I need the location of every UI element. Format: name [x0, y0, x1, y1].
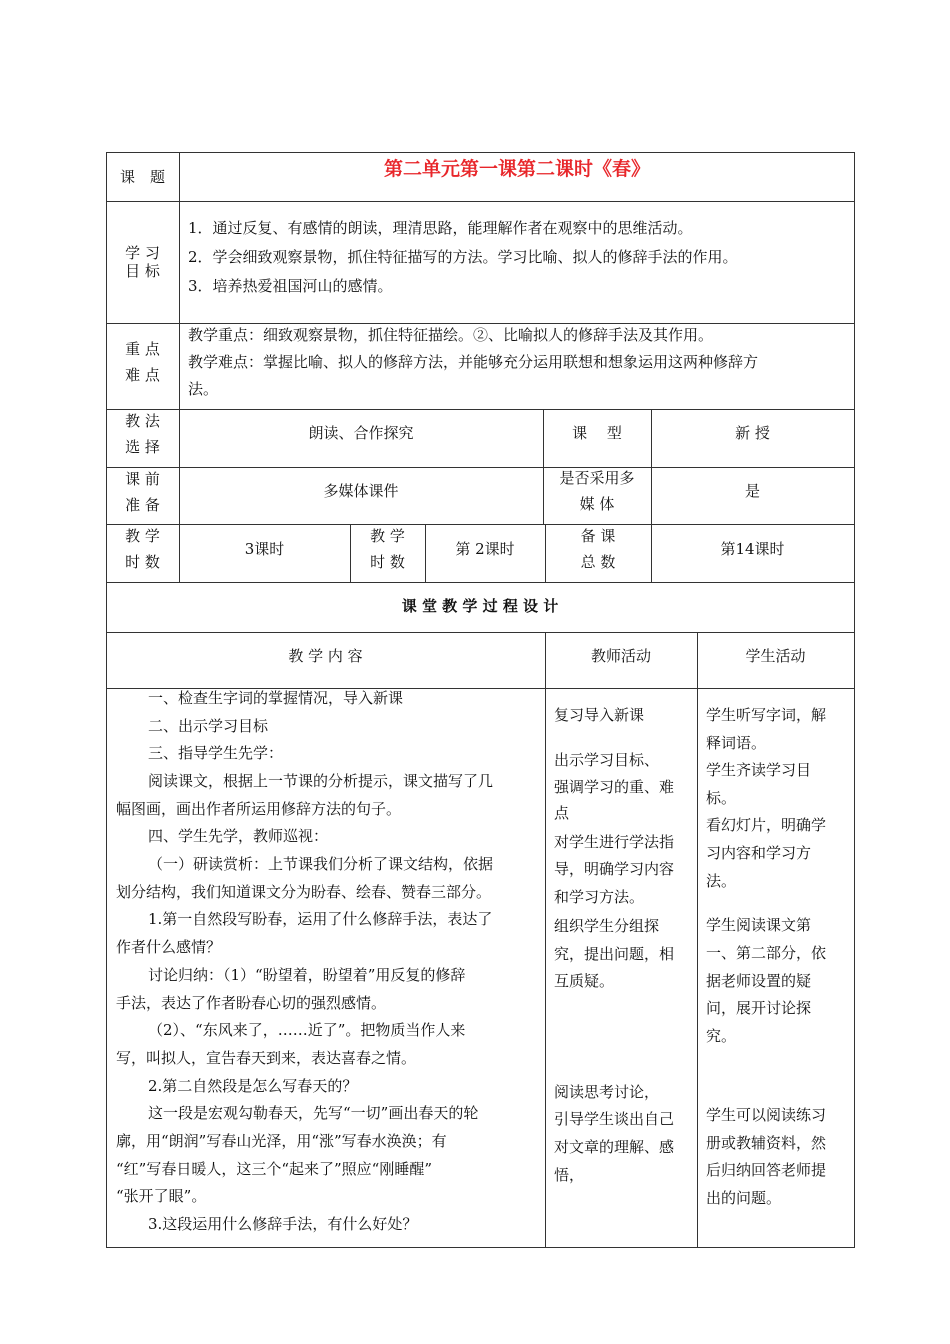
student-line: 据老师设置的疑 [706, 972, 812, 990]
content-line: “张开了眼”。 [116, 1187, 207, 1205]
content-line: 写，叫拟人，宣告春天到来，表达喜春之情。 [116, 1049, 417, 1067]
key-point-text: 教学重点：细致观察景物，抓住特征描绘。②、比喻拟人的修辞手法及其作用。 [188, 326, 714, 344]
content-line: 手法，表达了作者盼春心切的强烈感情。 [116, 994, 387, 1012]
teacher-line: 点 [554, 804, 570, 822]
content-line: 幅图画，画出作者所运用修辞方法的句子。 [116, 800, 402, 818]
goals-label-2: 目 标 [125, 262, 160, 280]
student-line: 看幻灯片，明确学 [706, 816, 827, 834]
lesson-title: 第二单元第一课第二课时《春》 [383, 158, 650, 180]
goal-item-2: 2．学会细致观察景物，抓住特征描写的方法。学习比喻、拟人的修辞手法的作用。 [188, 248, 738, 266]
content-line: 3.这段运用什么修辞手法，有什么好处？ [148, 1215, 418, 1233]
student-line: 习内容和学习方 [706, 844, 812, 862]
prep-label-1: 课 前 [125, 470, 160, 488]
total-label-1: 备 课 [580, 527, 616, 545]
key-label-1: 重 点 [125, 340, 160, 358]
col-student-header: 学生活动 [745, 647, 806, 665]
content-line: 廓，用“朗润”写春山光泽，用“涨”写春水涣涣；有 [116, 1132, 447, 1150]
content-line: 三、指导学生先学： [148, 744, 284, 762]
content-line: 1.第一自然段写盼春，运用了什么修辞手法，表达了 [148, 910, 493, 928]
content-line: 作者什么感情？ [116, 938, 222, 956]
method-label-2: 选 择 [125, 438, 160, 456]
col-content-header: 教 学 内 容 [288, 647, 363, 665]
col-teacher-header: 教师活动 [590, 647, 651, 665]
content-line: 阅读课文，根据上一节课的分析提示，课文描写了几 [148, 772, 494, 790]
goal-item-1: 1．通过反复、有感情的朗读，理清思路，能理解作者在观察中的思维活动。 [188, 219, 693, 237]
student-line: 册或教辅资料，然 [706, 1134, 827, 1152]
difficulty-text-2: 法。 [188, 380, 219, 398]
content-line: （一）研读赏析：上节课我们分析了课文结构，依据 [148, 855, 494, 873]
teacher-line: 究，提出问题，相 [554, 945, 675, 963]
student-line: 出的问题。 [706, 1189, 782, 1207]
teacher-line: 强调学习的重、难 [554, 778, 675, 796]
media-label-2: 媒 体 [579, 495, 615, 513]
key-label-2: 难 点 [125, 366, 160, 384]
content-line: 这一段是宏观勾勒春天，先写“一切”画出春天的轮 [148, 1104, 479, 1122]
teacher-line: 和学习方法。 [554, 888, 645, 906]
teacher-line: 互质疑。 [554, 972, 615, 990]
student-line: 学生听写字词，解 [706, 706, 827, 724]
student-line: 学生可以阅读练习 [706, 1106, 827, 1124]
total-value: 第14课时 [720, 540, 785, 558]
hours2-label-2: 时 数 [370, 553, 405, 571]
teacher-line: 对学生进行学法指 [554, 833, 675, 851]
student-line: 释词语。 [706, 734, 767, 752]
hours2-value: 第 2课时 [455, 540, 515, 558]
teacher-line: 组织学生分组探 [554, 917, 660, 935]
total-label-2: 总 数 [580, 553, 616, 571]
process-heading: 课 堂 教 学 过 程 设 计 [401, 597, 559, 615]
topic-label: 课 题 [119, 168, 165, 186]
student-line: 学生齐读学习目 [706, 761, 812, 779]
content-line: “红”写春日暖人，这三个“起来了”照应“刚睡醒” [116, 1160, 433, 1178]
goals-label-1: 学 习 [125, 244, 160, 262]
teacher-line: 出示学习目标、 [554, 751, 660, 769]
teacher-line: 悟， [554, 1166, 585, 1184]
student-line: 学生阅读课文第 [706, 916, 812, 934]
teacher-line: 对文章的理解、感 [554, 1138, 675, 1156]
content-line: 划分结构，我们知道课文分为盼春、绘春、赞春三部分。 [116, 883, 492, 901]
student-line: 法。 [706, 872, 737, 890]
content-line: 讨论归纳：（1）“盼望着，盼望着”用反复的修辞 [148, 966, 466, 984]
student-line: 究。 [706, 1027, 737, 1045]
teacher-line: 引导学生谈出自己 [554, 1110, 675, 1128]
content-line: 一、检查生字词的掌握情况，导入新课 [148, 689, 404, 707]
prep-value: 多媒体课件 [323, 482, 399, 500]
goal-item-3: 3．培养热爱祖国河山的感情。 [188, 277, 393, 295]
teacher-line: 复习导入新课 [554, 706, 645, 724]
teacher-line: 导，明确学习内容 [554, 860, 675, 878]
hours-label-1: 教 学 [125, 527, 160, 545]
student-line: 标。 [706, 789, 737, 807]
hours-value: 3课时 [244, 540, 285, 558]
difficulty-text-1: 教学难点：掌握比喻、拟人的修辞方法，并能够充分运用联想和想象运用这两种修辞方 [188, 353, 759, 371]
hours-label-2: 时 数 [125, 553, 160, 571]
student-line: 问，展开讨论探 [706, 999, 812, 1017]
student-line: 一、第二部分，依 [706, 944, 827, 962]
type-value: 新 授 [735, 424, 770, 442]
content-line: 二、出示学习目标 [148, 717, 269, 735]
student-line: 后归纳回答老师提 [706, 1161, 827, 1179]
content-line: 2.第二自然段是怎么写春天的？ [148, 1077, 358, 1095]
type-label: 课 型 [572, 424, 622, 442]
teacher-line: 阅读思考讨论， [554, 1083, 660, 1101]
content-line: （2）、“东风来了，……近了”。把物质当作人来 [148, 1021, 466, 1039]
content-line: 四、学生先学，教师巡视： [148, 827, 329, 845]
method-label-1: 教 法 [125, 412, 160, 430]
hours2-label-1: 教 学 [370, 527, 405, 545]
prep-label-2: 准 备 [125, 496, 160, 514]
media-label-1: 是否采用多 [559, 469, 635, 487]
method-value: 朗读、合作探究 [308, 424, 414, 442]
media-value: 是 [744, 482, 760, 500]
